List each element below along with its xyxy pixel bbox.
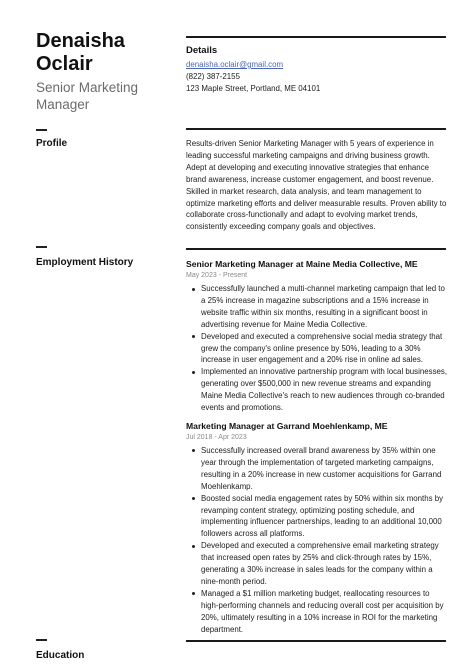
employment-divider [186,248,446,250]
education-dash [36,639,47,641]
job-bullets [186,445,448,636]
resume-header [36,30,166,113]
job-dates: Jul 2018 - Apr 2023 [186,433,247,441]
job-entry [186,420,448,636]
phone-number: (822) 387-2155 [186,71,240,81]
job-dates: May 2023 - Present [186,272,248,279]
job-title: Marketing Manager at Garrand Moehlenkamp, ME [186,420,388,431]
job-entry [186,258,448,414]
job-bullet: Boosted social media engagement rates by 50% within six months by revamping content strategy, optimizing posting schedule, and implementing influencer partnerships, leading to an additional 10,000 followers across all platforms. [201,493,448,541]
role-line-2: Manager [36,97,90,112]
profile-section [186,138,448,233]
job-bullet: Implemented an innovative partnership program with local businesses, generating over $500,000 in new revenue streams and expanding Maine Media Collective's reach to new audiences through co-branded events and promotions. [201,367,448,413]
job-bullets [186,283,448,414]
profile-heading: Profile [36,138,68,149]
education-heading: Education [36,650,85,661]
role-line-1: Senior Marketing [36,80,139,95]
employment-section [186,258,448,635]
job-bullet: Managed a $1 million marketing budget, reallocating resources to high-performing channels and reducing overall cost per acquisition by 20%, ultimately resulting in a 10% increase in ROI for the marketing department. [201,588,448,636]
profile-text: Results-driven Senior Marketing Manager with 5 years of experience in leading successful marketing campaigns and driving business growth. Adept at developing and executing innovative strategies that enhance brand awareness, increase customer engagement, and boost revenue. Skilled in market research, data analysis, and team management to optimize marketing efforts and deliver measurable results. Proven ability to collaborate cross-functionally and adapt to evolving market trends, consistently exceeding company goals and objectives. [186,139,447,232]
job-bullet: Successfully launched a multi-channel marketing campaign that led to a 25% increase in magazine subscriptions and a 15% increase in website traffic within six months, resulting in a significant boost in advertising revenue for Maine Media Collective. [201,283,448,331]
details-heading: Details [186,45,218,56]
job-bullet: Developed and executed a comprehensive email marketing strategy that increased open rates by 25% and click-through rates by 15%, generating a 30% increase in sales leads for the company within a nine-month period. [201,540,448,588]
profile-divider [186,128,446,130]
candidate-name [36,30,166,76]
education-divider [186,640,446,642]
address: 123 Maple Street, Portland, ME 04101 [186,83,321,93]
email-link[interactable]: denaisha.oclair@gmail.com [186,59,284,69]
details-section [186,45,448,95]
job-bullet: Successfully increased overall brand awareness by 35% within one year through the implementation of targeted marketing campaigns, resulting in a 20% increase in new customer acquisitions for Garrand Moehlenkamp. [201,445,448,493]
details-divider [186,36,446,38]
job-bullet: Developed and executed a comprehensive social media strategy that grew the company's online presence by 50%, leading to a 30% increase in user engagement and a 20% rise in online ad sales. [201,331,448,367]
employment-dash [36,246,47,248]
candidate-role [36,79,166,113]
name-line-1: Denaisha [36,30,125,52]
job-title: Senior Marketing Manager at Maine Media Collective, ME [186,259,418,269]
name-line-2: Oclair [36,53,93,75]
employment-heading: Employment History [36,257,134,268]
profile-dash [36,129,47,131]
